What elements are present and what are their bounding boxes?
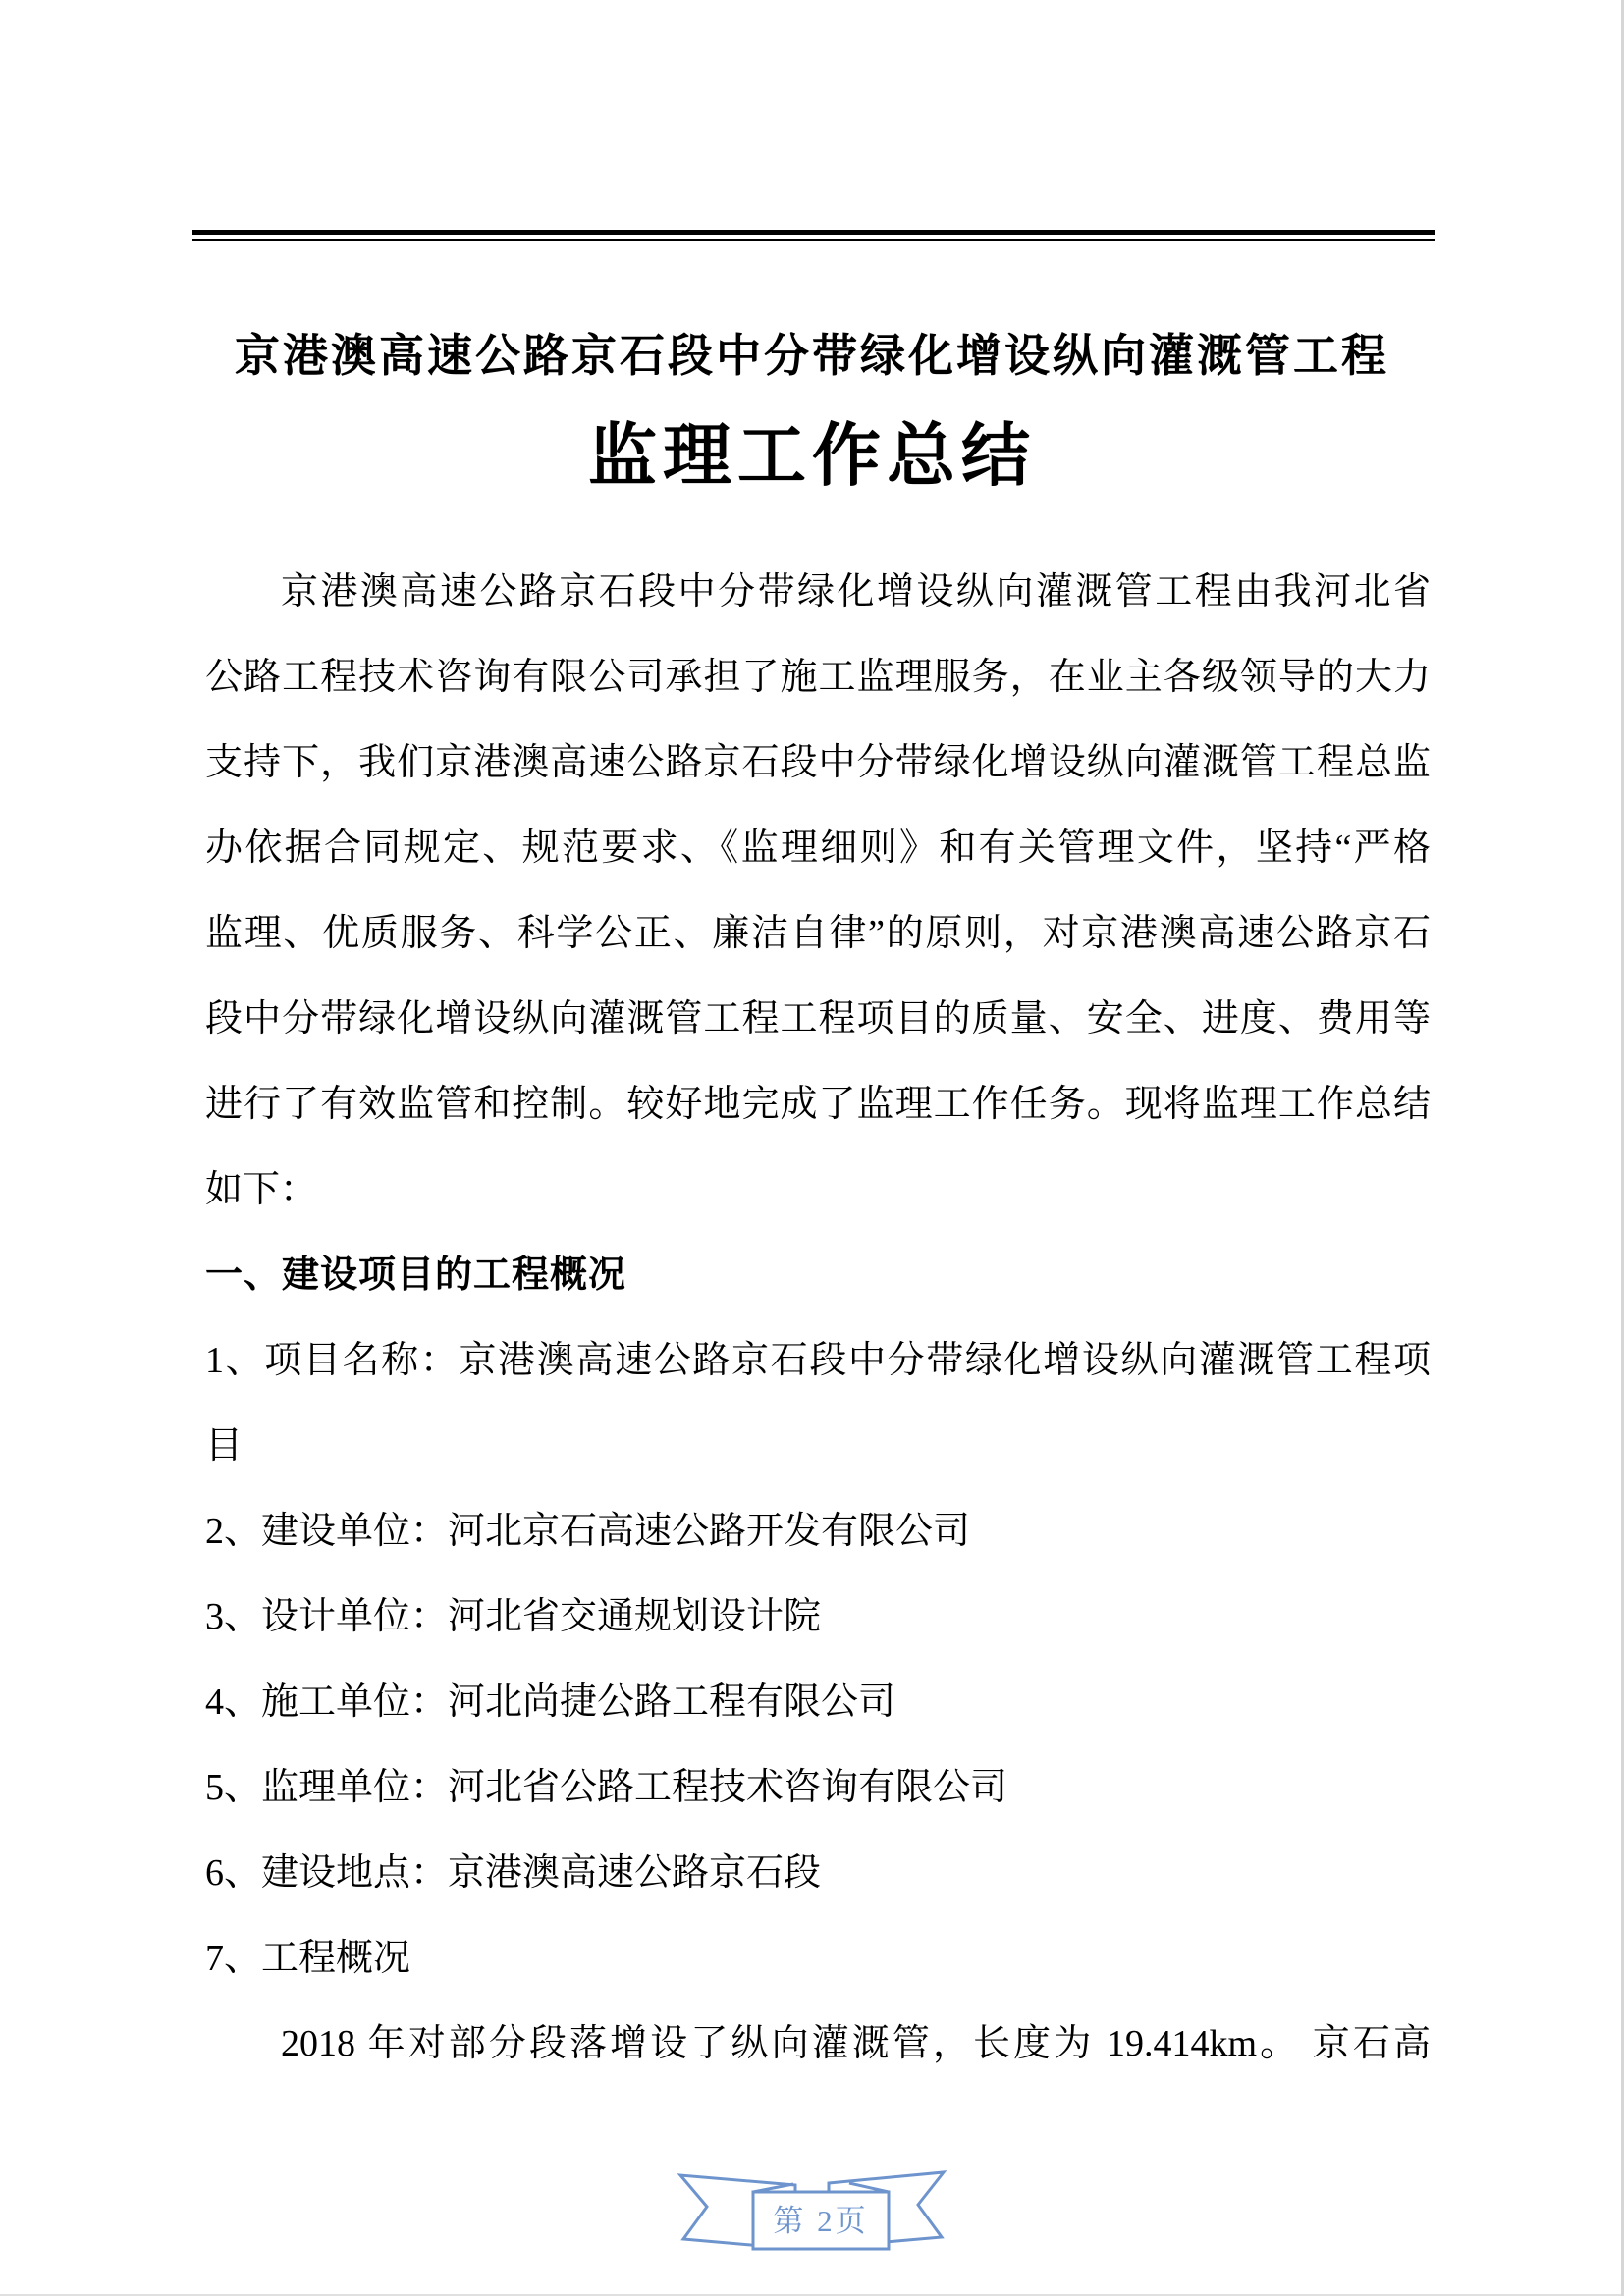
document-title-line2: 监理工作总结: [588, 419, 1036, 495]
page-number-label: 第 2页: [773, 2204, 869, 2238]
page-number-banner: [665, 2163, 959, 2261]
paragraph1-line3: 支持下，我们京港澳高速公路京石段中分带绿化增设纵向灌溉管工程总监: [205, 742, 1431, 783]
paragraph1-line2: 公路工程技术咨询有限公司承担了施工监理服务，在业主各级领导的大力: [205, 657, 1431, 698]
header-double-rule: [192, 230, 1435, 241]
item-construction-unit: 2、建设单位：河北京石高速公路开发有限公司: [205, 1511, 971, 1552]
section1-heading: 一、建设项目的工程概况: [205, 1255, 627, 1296]
paragraph1-line8: 如下：: [205, 1169, 318, 1210]
item-location: 6、建设地点：京港澳高速公路京石段: [205, 1852, 822, 1894]
paragraph2-line1: 2018 年对部分段落增设了纵向灌溉管，长度为 19.414km。 京石高: [281, 2023, 1431, 2064]
item-project-name-line1: 1、项目名称：京港澳高速公路京石段中分带绿化增设纵向灌溉管工程项: [205, 1340, 1431, 1381]
item-project-overview: 7、工程概况: [205, 1938, 411, 1979]
item-design-unit: 3、设计单位：河北省交通规划设计院: [205, 1596, 822, 1637]
item-builder-unit: 4、施工单位：河北尚捷公路工程有限公司: [205, 1682, 896, 1723]
document-body: [205, 550, 1431, 2087]
paragraph1-line1: 京港澳高速公路京石段中分带绿化增设纵向灌溉管工程由我河北省: [281, 571, 1431, 613]
document-title-line1: 京港澳高速公路京石段中分带绿化增设纵向灌溉管工程: [235, 331, 1389, 381]
item-project-name-line2: 目: [205, 1425, 244, 1467]
item-supervision-unit: 5、监理单位：河北省公路工程技术咨询有限公司: [205, 1767, 1008, 1808]
paragraph1-line5: 监理、优质服务、科学公正、廉洁自律”的原则，对京港澳高速公路京石: [205, 913, 1431, 954]
paragraph1-line6: 段中分带绿化增设纵向灌溉管工程工程项目的质量、安全、进度、费用等: [205, 998, 1431, 1040]
paragraph1-line7: 进行了有效监管和控制。较好地完成了监理工作任务。现将监理工作总结: [205, 1084, 1431, 1125]
paragraph1-line4: 办依据合同规定、规范要求、《监理细则》和有关管理文件，坚持“严格: [205, 828, 1431, 869]
